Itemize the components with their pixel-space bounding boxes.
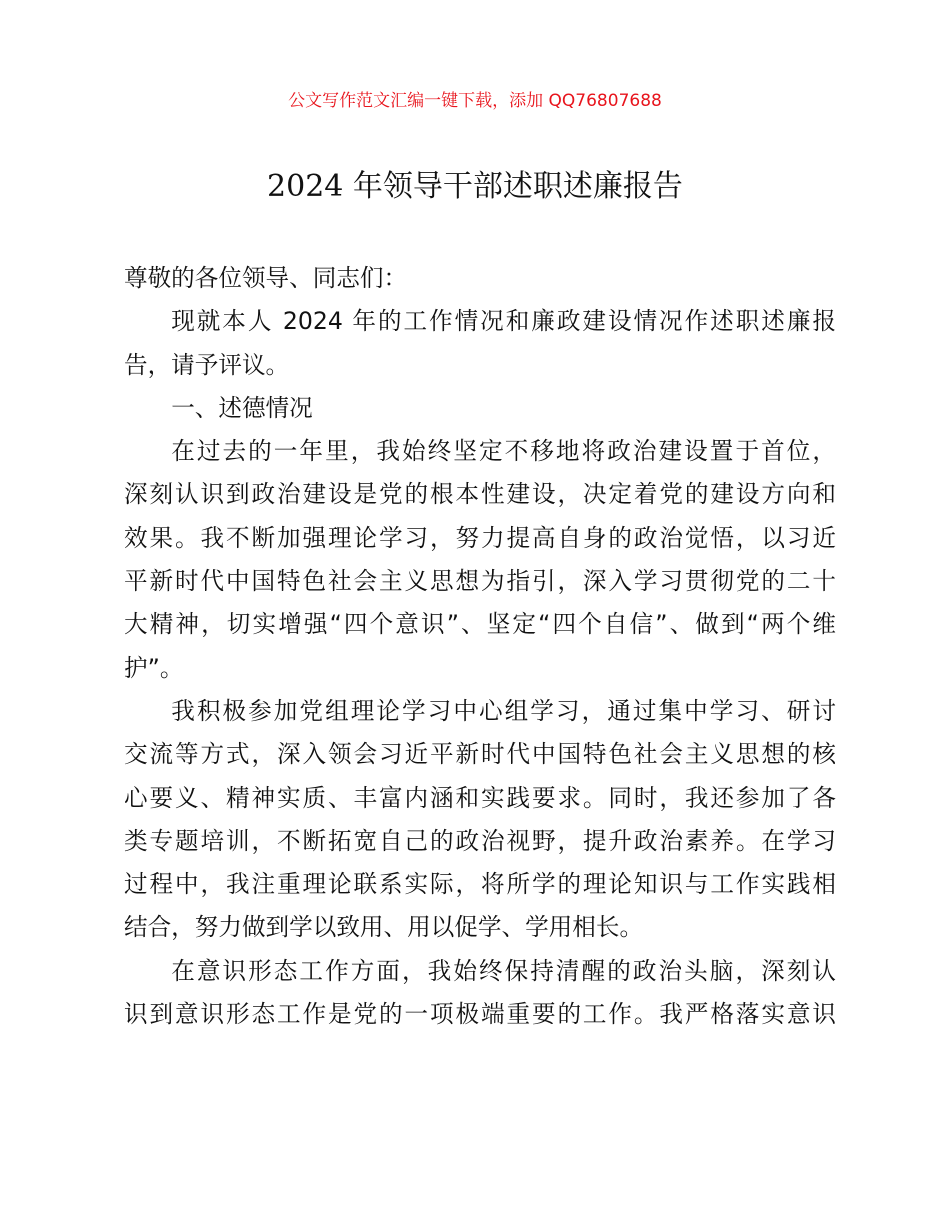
paragraph-line: 护”。	[124, 653, 184, 682]
paragraph-line: 交流等方式，深入领会习近平新时代中国特色社会主义思想的核	[124, 740, 836, 769]
salutation: 尊敬的各位领导、同志们：	[124, 264, 408, 292]
paragraph-line: 现就本人 2024 年的工作情况和廉政建设情况作述职述廉报	[171, 307, 836, 336]
body-paragraph-ideology-work	[124, 950, 836, 1037]
body-paragraph-theory-study	[124, 690, 836, 950]
body-paragraph-political-construction	[124, 430, 836, 690]
paragraph-line: 在过去的一年里，我始终坚定不移地将政治建设置于首位，	[171, 437, 836, 466]
paragraph-line: 识到意识形态工作是党的一项极端重要的工作。我严格落实意识	[124, 1000, 836, 1029]
document-title: 2024 年领导干部述职述廉报告	[267, 169, 683, 204]
intro-paragraph	[124, 300, 836, 387]
download-notice-header: 公文写作范文汇编一键下载，添加 QQ76807688	[288, 91, 662, 111]
paragraph-line: 告，请予评议。	[124, 350, 290, 379]
paragraph-line: 结合，努力做到学以致用、用以促学、学用相长。	[124, 913, 644, 942]
paragraph-line: 心要义、精神实质、丰富内涵和实践要求。同时，我还参加了各	[124, 783, 836, 812]
paragraph-line: 类专题培训，不断拓宽自己的政治视野，提升政治素养。在学习	[124, 826, 836, 855]
paragraph-line: 平新时代中国特色社会主义思想为指引，深入学习贯彻党的二十	[124, 567, 836, 596]
paragraph-line: 深刻认识到政治建设是党的根本性建设，决定着党的建设方向和	[124, 480, 836, 509]
paragraph-line: 过程中，我注重理论联系实际，将所学的理论知识与工作实践相	[124, 870, 836, 899]
paragraph-line: 大精神，切实增强“四个意识”、坚定“四个自信”、做到“两个维	[124, 610, 836, 639]
paragraph-line: 效果。我不断加强理论学习，努力提高自身的政治觉悟，以习近	[124, 523, 836, 552]
document-body	[124, 257, 836, 1036]
paragraph-line: 我积极参加党组理论学习中心组学习，通过集中学习、研讨	[171, 696, 836, 725]
section-heading: 一、述德情况	[171, 393, 313, 422]
paragraph-line: 在意识形态工作方面，我始终保持清醒的政治头脑，深刻认	[171, 956, 836, 985]
section-heading-moral	[124, 387, 836, 430]
